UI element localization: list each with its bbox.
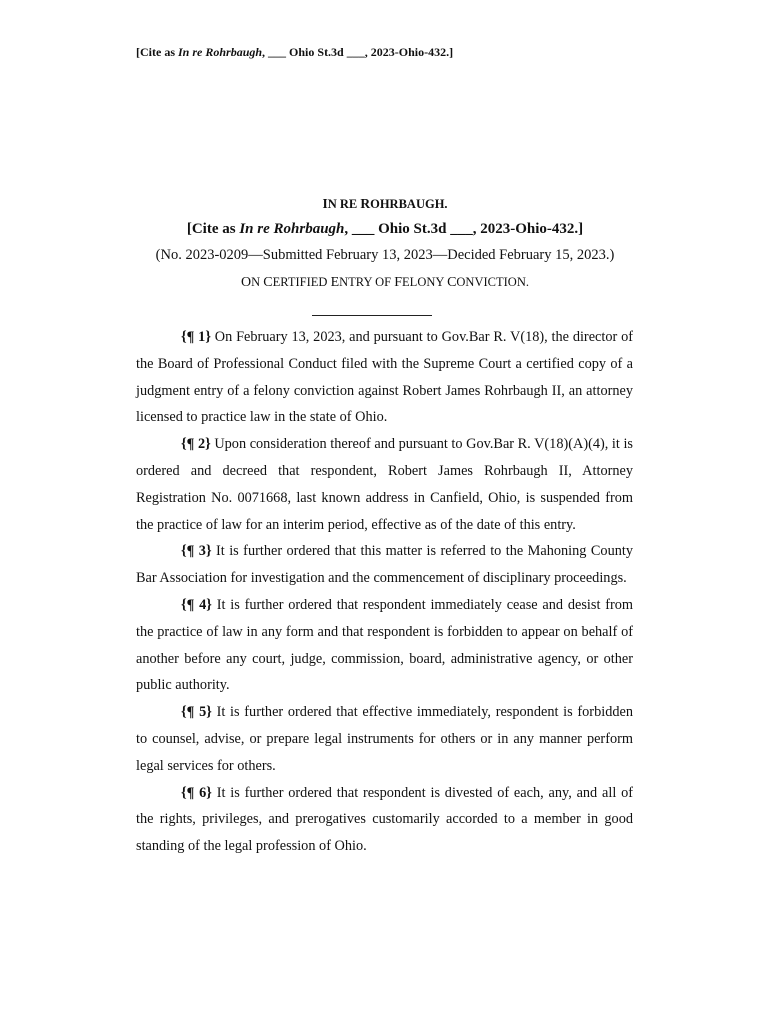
citation-prefix: [Cite as — [186, 221, 240, 237]
paragraph-number: {¶ 2} — [181, 436, 211, 453]
subtitle-felony-cap: F — [394, 275, 403, 290]
header-cite-case: In re Rohrbaugh — [178, 45, 263, 59]
subtitle-entry-rest: NTRY OF — [339, 275, 395, 289]
paragraph-4 — [136, 592, 633, 699]
paragraph-number: {¶ 5} — [181, 704, 212, 721]
citation-line — [0, 221, 770, 238]
paragraph-1 — [136, 324, 633, 431]
subtitle-certified-rest: ERTIFIED — [272, 275, 331, 289]
paragraph-5 — [136, 699, 633, 779]
paragraph-text: It is further ordered that effective immediately, respondent is forbidden to counsel, advise, or prepare legal instruments for others or in any manner perform legal services for others. — [136, 704, 633, 774]
citation-case: In re Rohrbaugh — [239, 221, 345, 237]
paragraph-3 — [136, 538, 633, 592]
case-title-in-rest: N RE — [327, 197, 361, 211]
paragraph-number: {¶ 4} — [181, 596, 212, 613]
case-title-name-rest: OHRBAUGH. — [370, 197, 448, 211]
paragraph-text: Upon consideration thereof and pursuant to Gov.Bar R. V(18)(A)(4), it is ordered and decreed that respondent, Robert James Rohrbaugh II, Attorney Registration No. 0071668, last known address in Canfield, Ohio, is suspended from the practice of law for an interim period, effective as of the date of this entry. — [136, 436, 633, 533]
proceeding-subtitle — [0, 275, 770, 291]
case-title-name-cap: R — [360, 196, 371, 211]
paragraph-text: It is further ordered that this matter is referred to the Mahoning County Bar Association for investigation and the commencement of disciplinary proceedings. — [136, 543, 633, 587]
paragraph-number: {¶ 3} — [181, 543, 212, 560]
subtitle-conviction-rest: ONVICTION. — [456, 275, 529, 289]
subtitle-conviction-cap: C — [447, 275, 457, 290]
subtitle-felony-rest: ELONY — [402, 275, 448, 289]
citation-suffix: , ___ Ohio St.3d ___, 2023-Ohio-432.] — [344, 221, 584, 237]
subtitle-on-cap: O — [241, 275, 252, 290]
paragraph-number: {¶ 6} — [181, 784, 212, 801]
separator-rule — [312, 315, 432, 316]
subtitle-on-rest: N — [251, 275, 264, 289]
opinion-body — [136, 324, 633, 860]
docket-line: (No. 2023-0209—Submitted February 13, 2023—Decided February 15, 2023.) — [155, 247, 615, 263]
paragraph-text: It is further ordered that respondent immediately cease and desist from the practice of law in any form and that respondent is forbidden to appear on behalf of another before any court, judge, commission, board, administrative agency, or other public authority. — [136, 596, 634, 694]
paragraph-6 — [136, 780, 633, 860]
running-header-citation — [136, 45, 453, 60]
paragraph-text: On February 13, 2023, and pursuant to Gov.Bar R. V(18), the director of the Board of Professional Conduct filed with the Supreme Court a certified copy of a judgment entry of a felony conviction against Robert James Rohrbaugh II, an attorney licensed to practice law in the state of Ohio. — [136, 329, 633, 426]
paragraph-text: It is further ordered that respondent is divested of each, any, and all of the rights, privileges, and prerogatives customarily accorded to a member in good standing of the legal profession of Ohio. — [136, 784, 633, 855]
paragraph-number: {¶ 1} — [181, 329, 211, 345]
header-cite-suffix: , ___ Ohio St.3d ___, 2023-Ohio-432.] — [262, 45, 454, 59]
subtitle-certified-cap: C — [263, 275, 273, 290]
case-title — [0, 196, 770, 212]
case-title-in-cap: I — [322, 196, 328, 211]
subtitle-entry-cap: E — [330, 275, 340, 290]
paragraph-2 — [136, 431, 633, 538]
header-cite-prefix: [Cite as — [136, 45, 178, 59]
